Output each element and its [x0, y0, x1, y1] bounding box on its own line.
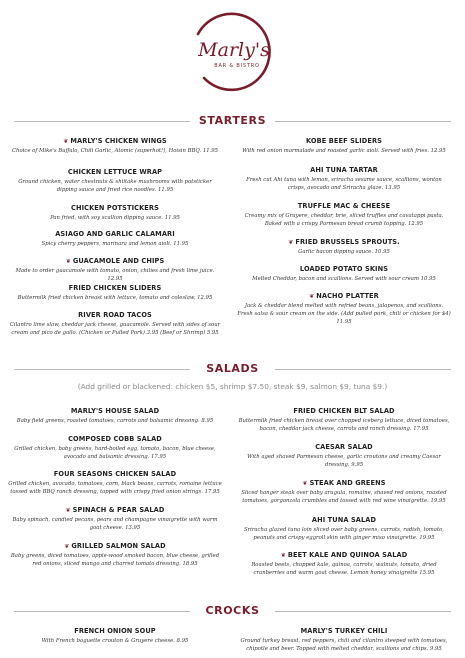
restaurant-logo — [184, 4, 280, 100]
item-name: KOBE BEEF SLIDERS — [306, 137, 382, 145]
item-name: NACHO PLATTER — [316, 292, 379, 300]
menu-item — [8, 311, 222, 337]
item-description: Melted Cheddar, bacon and scallions. Served with sour cream 10.95 — [252, 276, 436, 282]
menu-item — [237, 627, 451, 653]
salad-add-on-note: (Add grilled or blackened: chicken $5, shrimp $7.50, steak $9, salmon $9, tuna $9.) — [77, 382, 388, 391]
menu-item — [8, 137, 222, 155]
item-description: Jack & cheddar blend melted with refried beans, jalapenos, and scallions. Fresh salsa & sour cream on the side. (Add pulled pork, chili or chicken for $4) 11.95 — [237, 303, 451, 325]
salads-heading — [0, 361, 465, 377]
item-description: Baby greens, diced tomatoes, apple-wood smoked bacon, blue cheese, grilled red onions, sliced mango and charred tomato dressing. 18.95 — [10, 553, 220, 567]
menu-item — [237, 137, 451, 155]
item-description: Choice of Mike's Buffalo, Chili Garlic, Atomic (superhot!), Hoisin BBQ. 11.95 — [12, 148, 218, 154]
item-description: Grilled chicken, avocado, tomatoes, corn, black beans, carrots, romaine lettuce tossed with BBQ ranch dressing, topped with crispy fried onion strings. 17.95 — [8, 481, 222, 495]
item-name: SPINACH & PEAR SALAD — [72, 506, 165, 514]
leaf-icon: ❦ — [288, 239, 294, 246]
item-description: Baby field greens, roasted tomatoes, carrots and balsamic dressing. 8.95 — [16, 418, 214, 424]
item-name: STEAK AND GREENS — [309, 479, 386, 487]
crocks-heading — [0, 603, 465, 619]
item-name: FRIED CHICKEN SLIDERS — [68, 284, 162, 292]
menu-item — [237, 292, 451, 326]
leaf-icon: ❦ — [280, 552, 286, 559]
item-description: With French baguette crouton & Gruyere cheese. 8.95 — [41, 638, 189, 644]
leaf-icon: ❦ — [65, 258, 71, 265]
item-description: Spicy cherry peppers, marinara and lemon aioli. 11.95 — [41, 241, 189, 247]
menu-item — [237, 265, 451, 283]
leaf-icon: ❦ — [65, 507, 71, 514]
item-description: Creamy mix of Gruyere, cheddar, brie, sliced truffles and cavatappi pasta. Baked with a crispy Parmesan bread crumb topping. 12.95 — [244, 213, 444, 227]
divider — [275, 369, 451, 370]
item-name: FRENCH ONION SOUP — [74, 627, 156, 635]
item-description: With red onion marmalade and roasted garlic aioli. Served with fries. 12.95 — [242, 148, 446, 154]
item-name: CHICKEN POTSTICKERS — [71, 204, 159, 212]
menu-item — [237, 479, 451, 505]
menu-item — [8, 470, 222, 496]
item-name: CHICKEN LETTUCE WRAP — [67, 168, 163, 176]
menu-item — [8, 204, 222, 222]
item-name: BEET KALE AND QUINOA SALAD — [287, 551, 408, 559]
item-description: With aged shaved Parmesan cheese, garlic croutons and creamy Caesar dressing. 9.95 — [247, 454, 441, 468]
menu-item — [8, 168, 222, 194]
item-name: MARLY'S HOUSE SALAD — [70, 407, 160, 415]
logo-subtitle: BAR & BISTRO — [214, 63, 260, 69]
item-name: MARLY'S CHICKEN WINGS — [70, 137, 167, 145]
menu-item — [8, 435, 222, 461]
leaf-icon: ❦ — [64, 543, 70, 550]
item-name: CAESAR SALAD — [315, 443, 373, 451]
item-name: LOADED POTATO SKINS — [299, 265, 389, 273]
item-description: Ground turkey breast, red peppers, chili and cilantro steeped with tomatoes, chipotle and beer. Topped with melted cheddar, scallions and chips. 9.95 — [240, 638, 448, 652]
section-title-starters: STARTERS — [198, 114, 267, 127]
item-name: ASIAGO AND GARLIC CALAMARI — [55, 230, 175, 238]
logo-script: Marly's — [198, 39, 270, 61]
section-title-salads: SALADS — [206, 362, 259, 375]
leaf-icon: ❦ — [302, 480, 308, 487]
item-description: Cilantro lime slaw, cheddar jack cheese, guacamole. Served with sides of sour cream and pico de gallo. (Chicken or Pulled Pork) 3.95 (Beef or Shrimp) 5.95 — [9, 322, 221, 336]
item-description: Grilled chicken, baby greens, hard-boiled egg, tomato, bacon, blue cheese, avocado and balsamic dressing. 17.95 — [14, 446, 216, 460]
item-description: Roasted beets, chopped kale, quinoa, carrots, walnuts, tomato, dried cranberries and warm goat cheese. Lemon honey vinaigrette 15.95 — [251, 562, 437, 576]
item-name: RIVER ROAD TACOS — [78, 311, 152, 319]
menu-item — [8, 627, 222, 645]
item-description: Garlic bacon dipping sauce. 10.95 — [298, 249, 390, 255]
menu-item — [237, 202, 451, 228]
item-name: FRIED CHICKEN BLT SALAD — [293, 407, 395, 415]
item-name: TRUFFLE MAC & CHEESE — [297, 202, 391, 210]
item-description: Sriracha glazed tuna loin sliced over baby greens, carrots, radish, tomato, peanuts and crispy eggroll skin with ginger miso vinaigrette. 19.95 — [244, 527, 444, 541]
item-description: Buttermilk fried chicken breast with lettuce, tomato and coleslaw. 12.95 — [17, 295, 213, 301]
menu-item — [237, 516, 451, 542]
item-description: Baby spinach, candied pecans, pears and champagne vinaigrette with warm goat cheese. 13.95 — [12, 517, 218, 531]
item-name: GRILLED SALMON SALAD — [71, 542, 166, 550]
starters-heading — [0, 113, 465, 129]
menu-item — [8, 506, 222, 532]
item-name: COMPOSED COBB SALAD — [68, 435, 162, 443]
item-description: Pan fried, with soy scallion dipping sauce. 11.95 — [50, 215, 180, 221]
item-description: Fresh cut Ahi tuna with lemon, sriracha sesame sauce, scallions, wonton crisps, avocado and Sriracha glaze. 13.95 — [246, 177, 442, 191]
section-title-crocks: CROCKS — [205, 604, 260, 617]
leaf-icon: ❦ — [309, 293, 315, 300]
menu-item — [8, 407, 222, 425]
item-name: FRIED BRUSSELS SPROUTS. — [295, 238, 400, 246]
item-description: Buttermilk fried chicken breast over chopped iceberg lettuce, diced tomatoes, bacon, cheddar jack cheese, carrots and ranch dressing. 17.95 — [238, 418, 450, 432]
menu-item — [237, 166, 451, 192]
menu-item — [237, 407, 451, 433]
item-description: Sliced hanger steak over baby arugula, romaine, shaved red onions, roasted tomatoes, gorgonzola crumbles and tossed with red wine vinaigrette. 19.95 — [241, 490, 447, 504]
menu-item — [8, 542, 222, 568]
menu-item — [8, 257, 222, 283]
item-name: MARLY'S TURKEY CHILI — [300, 627, 388, 635]
item-name: FOUR SEASONS CHICKEN SALAD — [53, 470, 177, 478]
divider — [275, 121, 451, 122]
menu-item — [8, 230, 222, 248]
item-name: AHI TUNA SALAD — [311, 516, 377, 524]
divider — [275, 611, 451, 612]
menu-item — [8, 284, 222, 302]
item-name: AHI TUNA TARTAR — [310, 166, 378, 174]
leaf-icon: ❦ — [63, 138, 69, 145]
menu-item — [237, 238, 451, 256]
menu-item — [237, 551, 451, 577]
item-name: GUACAMOLE AND CHIPS — [72, 257, 165, 265]
logo-emblem — [184, 4, 280, 100]
item-description: Made to order guacamole with tomato, onion, chilies and fresh lime juice. 12.95 — [15, 268, 215, 282]
item-description: Ground chicken, water chestnuts & shiitake mushrooms with potsticker dipping sauce and fried rice noodles. 11.95 — [18, 179, 212, 193]
menu-item — [237, 443, 451, 469]
